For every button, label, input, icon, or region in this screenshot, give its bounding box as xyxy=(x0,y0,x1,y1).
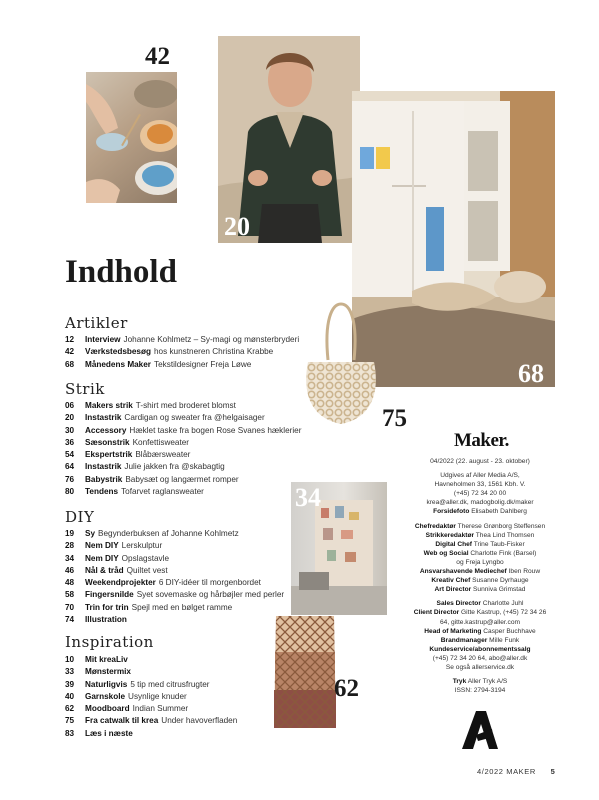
artikler-list xyxy=(65,334,320,371)
toc-entry-description: Julie jakken fra @skabagtig xyxy=(124,462,225,472)
credit-line xyxy=(405,522,555,531)
credit-role: Sales Director xyxy=(436,600,481,608)
credit-role: Ansvarshavende Mediechef xyxy=(419,568,507,576)
footer-magazine: MAKER xyxy=(506,767,536,776)
publisher xyxy=(405,471,555,480)
maker-logo: Maker. xyxy=(454,430,509,451)
toc-entry[interactable] xyxy=(65,540,320,552)
credit-line xyxy=(405,540,555,549)
print-value: Aller Tryk A/S xyxy=(467,678,508,686)
colophon xyxy=(405,457,555,695)
toc-page-number: 42 xyxy=(65,347,75,357)
toc-entry-category: Sæsonstrik xyxy=(85,437,130,447)
toc-entry-category: Læs i næste xyxy=(85,728,133,738)
page-number-20: 20 xyxy=(224,212,250,241)
toc-page-number: 34 xyxy=(65,553,75,563)
toc-entry[interactable] xyxy=(65,425,320,437)
toc-page-number: 75 xyxy=(65,716,75,726)
credit-role: Head of Marketing xyxy=(424,627,482,635)
credit-name: 64, gitte.kastrup@aller.com xyxy=(440,618,520,626)
toc-entry[interactable] xyxy=(65,679,320,691)
toc-entry-category: Tendens xyxy=(85,487,119,497)
toc-page-number: 30 xyxy=(65,425,75,435)
credit-name: Charlotte Juhl xyxy=(482,600,524,608)
toc-entry-description: Tekstildesigner Freja Løwe xyxy=(153,359,252,369)
credit-name: Casper Buchhave xyxy=(483,627,536,635)
toc-entry-description: Begynderbuksen af Johanne Kohlmetz xyxy=(98,529,239,538)
credit-role: Chefredaktør xyxy=(414,522,456,530)
toc-page-number: 70 xyxy=(65,602,75,612)
credit-role: Client Director xyxy=(413,609,460,617)
toc-entry-category: Moodboard xyxy=(85,704,130,714)
toc-entry[interactable] xyxy=(65,703,320,715)
credit-role: Digital Chef xyxy=(435,540,472,548)
page-number-34: 34 xyxy=(295,483,321,512)
toc-entry-description: Johanne Kohlmetz – Sy-magi og mønsterbryderi xyxy=(123,335,300,344)
toc-entry-description: Usynlige knuder xyxy=(128,691,187,701)
diy-list xyxy=(65,528,320,626)
toc-page-number: 62 xyxy=(65,704,75,714)
woman-cardigan-photo xyxy=(218,36,360,243)
issue-dates: 04/2022 (22. august - 23. oktober) xyxy=(430,458,530,465)
toc-entry-category: Naturligvis xyxy=(85,679,128,689)
toc-entry-description: Spejl med en bølget ramme xyxy=(131,602,233,612)
toc-page-number: 36 xyxy=(65,437,75,447)
page-number-75: 75 xyxy=(382,405,407,432)
toc-page-number: 74 xyxy=(65,615,75,625)
toc-page-number: 80 xyxy=(65,487,75,497)
toc-entry-category: Nem DIY xyxy=(85,541,119,551)
credit-name: Trine Taub-Fisker xyxy=(473,540,525,548)
toc-entry[interactable] xyxy=(65,691,320,703)
toc-entry-category: Nål & tråd xyxy=(85,565,124,575)
credit-name: Therese Grønborg Steffensen xyxy=(457,522,546,530)
toc-entry[interactable] xyxy=(65,449,320,461)
credit-line xyxy=(405,531,555,540)
credit-line xyxy=(405,585,555,594)
publisher-phone: (+45) 72 34 20 00 xyxy=(453,490,507,498)
toc-entry-description: Indian Summer xyxy=(132,704,189,714)
page-footer xyxy=(477,767,555,776)
toc-entry-description: T-shirt med broderet blomst xyxy=(135,401,236,410)
toc-entry-category: Mønstermix xyxy=(85,667,131,677)
aller-logo-icon xyxy=(462,711,498,749)
toc-page-number: 33 xyxy=(65,667,75,677)
toc-entry-description: Blåbærsweater xyxy=(135,450,191,460)
toc-entry[interactable] xyxy=(65,334,320,346)
toc-entry-category: Ekspertstrik xyxy=(85,450,133,460)
toc-entry[interactable] xyxy=(65,486,320,498)
toc-page-number: 64 xyxy=(65,462,75,472)
toc-entry-description: hos kunstneren Christina Krabbe xyxy=(153,347,274,357)
toc-entry-description: Syet sovemaske og hårbøjler med perler xyxy=(136,590,285,600)
toc-entry-description: Lerskulptur xyxy=(121,541,163,551)
footer-page-number: 5 xyxy=(550,767,556,776)
credit-line xyxy=(405,549,555,558)
toc-page-number: 58 xyxy=(65,590,75,600)
credit-role: Brandmanager xyxy=(440,636,488,644)
credit-name: Gitte Kastrup, (+45) 72 34 26 xyxy=(461,609,547,617)
credit-line xyxy=(405,627,555,636)
credit-role: Art Director xyxy=(434,586,472,594)
toc-entry-category: Fingersnilde xyxy=(85,590,134,600)
workshop-photo xyxy=(86,72,177,203)
toc-entry[interactable] xyxy=(65,589,320,601)
toc-entry[interactable] xyxy=(65,400,320,412)
publisher-emails[interactable]: krea@aller.dk, madogbolig.dk/maker xyxy=(426,499,534,507)
toc-entry-category: Mit kreaLiv xyxy=(85,655,128,664)
toc-entry[interactable] xyxy=(65,528,320,540)
cover-photo-name: Elisabeth Dahlberg xyxy=(471,508,527,516)
toc-page-number: 46 xyxy=(65,565,75,575)
toc-page-number: 68 xyxy=(65,359,75,369)
toc-entry-description: Babysæt og langærmet romper xyxy=(125,474,239,484)
credit-line xyxy=(405,636,555,645)
toc-entry-description: Under havoverfladen xyxy=(161,716,238,726)
toc-entry-description: Tofarvet raglansweater xyxy=(121,487,204,497)
toc-entry[interactable] xyxy=(65,654,320,666)
credit-line xyxy=(405,618,555,627)
toc-entry-category: Accessory xyxy=(85,425,127,435)
customer-service-title: Kundeservice/abonnementssalg xyxy=(429,645,531,653)
toc-entry[interactable] xyxy=(65,461,320,473)
toc-entry-category: Makers strik xyxy=(85,401,133,410)
toc-entry-category: Værkstedsbesøg xyxy=(85,347,151,357)
credit-line xyxy=(405,558,555,567)
credit-line xyxy=(405,567,555,576)
toc-entry-category: Interview xyxy=(85,335,121,344)
toc-entry[interactable] xyxy=(65,614,320,626)
credit-name: Mille Funk xyxy=(489,636,520,644)
cover-photo-credit xyxy=(405,507,555,516)
publisher-address: Havneholmen 33, 1561 Kbh. V. xyxy=(434,481,526,489)
toc-entry-category: Instastrik xyxy=(85,462,122,472)
toc-entry-category: Illustration xyxy=(85,615,127,625)
toc-page-number: 39 xyxy=(65,679,75,689)
toc-entry-category: Månedens Maker xyxy=(85,359,151,369)
toc-entry-category: Trin for trin xyxy=(85,602,129,612)
toc-page-number: 76 xyxy=(65,474,75,484)
credit-role: Kreativ Chef xyxy=(431,577,471,585)
toc-entry-description: Konfettisweater xyxy=(132,437,190,447)
credit-role: Strikkeredaktør xyxy=(425,531,475,539)
toc-entry[interactable] xyxy=(65,565,320,577)
section-heading-diy: DIY xyxy=(65,508,95,526)
page-number-62: 62 xyxy=(334,675,359,702)
page-title: Indhold xyxy=(65,254,177,290)
toc-page-number: 10 xyxy=(65,655,75,664)
toc-entry[interactable] xyxy=(65,359,320,371)
toc-entry-category: Instastrik xyxy=(85,413,122,423)
print-credit xyxy=(405,677,555,686)
toc-page-number: 06 xyxy=(65,401,75,410)
section-heading-artikler: Artikler xyxy=(65,314,128,332)
toc-entry[interactable] xyxy=(65,437,320,449)
toc-entry[interactable] xyxy=(65,577,320,589)
customer-service-phone: (+45) 72 34 20 64, abo@aller.dk xyxy=(432,654,528,662)
toc-page-number: 20 xyxy=(65,413,75,423)
print-label: Tryk xyxy=(452,678,467,686)
toc-page-number: 12 xyxy=(65,335,75,344)
toc-entry-description: 5 tip med citrusfrugter xyxy=(130,679,210,689)
toc-entry-category: Babystrik xyxy=(85,474,123,484)
toc-entry[interactable] xyxy=(65,728,320,740)
toc-entry-category: Sy xyxy=(85,529,96,538)
customer-service-label xyxy=(405,645,555,654)
toc-entry-category: Nem DIY xyxy=(85,553,119,563)
credit-line xyxy=(405,608,555,617)
toc-page-number: 83 xyxy=(65,728,75,738)
credit-name: Susanne Dyrhauge xyxy=(472,577,529,585)
toc-page-number: 54 xyxy=(65,450,75,460)
toc-entry-category: Fra catwalk til krea xyxy=(85,716,159,726)
toc-entry-description: 6 DIY-idéer til morgenbordet xyxy=(158,578,261,588)
toc-entry[interactable] xyxy=(65,346,320,358)
toc-entry[interactable] xyxy=(65,715,320,727)
section-heading-inspiration: Inspiration xyxy=(65,633,154,651)
customer-service-web[interactable]: Se også allerservice.dk xyxy=(445,663,515,671)
toc-entry[interactable] xyxy=(65,412,320,424)
credit-name: Thea Lind Thomsen xyxy=(475,531,535,539)
section-heading-strik: Strik xyxy=(65,380,105,398)
credit-role: Web og Social xyxy=(423,549,469,557)
toc-entry[interactable] xyxy=(65,474,320,486)
toc-page-number: 48 xyxy=(65,578,75,588)
toc-entry[interactable] xyxy=(65,602,320,614)
toc-entry-description: Hæklet taske fra bogen Rose Svanes hæklerier xyxy=(129,425,302,435)
toc-page-number: 28 xyxy=(65,541,75,551)
toc-entry-description: Quiltet vest xyxy=(126,565,168,575)
toc-entry[interactable] xyxy=(65,666,320,678)
page-number-42: 42 xyxy=(145,43,170,70)
credit-line xyxy=(405,576,555,585)
page-number-68: 68 xyxy=(518,359,544,387)
credit-name: og Freja Lyngbo xyxy=(456,558,504,566)
toc-entry-description: Opslagstavle xyxy=(121,553,170,563)
issn: ISSN: 2794-3194 xyxy=(454,687,506,695)
toc-entry-category: Garnskole xyxy=(85,691,126,701)
credit-name: Iben Rouw xyxy=(508,568,541,576)
sales-list xyxy=(405,599,555,644)
toc-entry[interactable] xyxy=(65,553,320,565)
toc-entry-category: Weekendprojekter xyxy=(85,578,156,588)
cover-photo-label: Forsidefoto xyxy=(433,508,470,516)
credit-name: Sunniva Grimstad xyxy=(473,586,526,594)
credit-line xyxy=(405,599,555,608)
inspiration-list xyxy=(65,654,320,740)
footer-issue: 4/2022 xyxy=(477,767,504,776)
toc-page-number: 40 xyxy=(65,691,75,701)
publisher-text: Udgives af Aller Media A/S, xyxy=(440,472,520,480)
toc-entry-description: Cardigan og sweater fra @helgaisager xyxy=(124,413,265,423)
strik-list xyxy=(65,400,320,498)
toc-page-number: 19 xyxy=(65,529,75,538)
credit-name: Charlotte Fink (Barsel) xyxy=(470,549,537,557)
staff-list xyxy=(405,522,555,595)
